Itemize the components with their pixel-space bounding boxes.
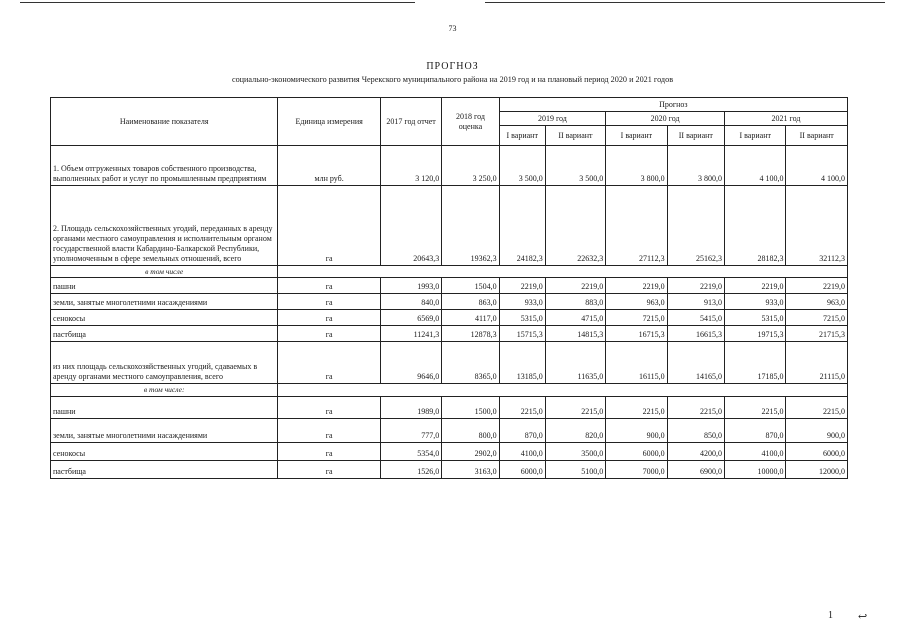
value-cell: 13185,0 <box>499 342 545 384</box>
table-row <box>51 186 848 266</box>
table-row <box>51 278 848 294</box>
indicator-name: пашни <box>51 396 278 418</box>
value-cell: 883,0 <box>545 294 605 310</box>
header-2019: 2019 год <box>499 112 606 126</box>
forecast-table <box>50 97 848 479</box>
subheading-row <box>51 384 848 396</box>
value-cell: 21115,0 <box>786 342 848 384</box>
value-cell: 11241,3 <box>380 326 441 342</box>
unit-cell: га <box>278 442 380 460</box>
indicator-name: 1. Объем отгруженных товаров собственного производства, выполненных работ и услуг по промышленным предприятиям <box>51 146 278 186</box>
document-title: ПРОГНОЗ <box>426 61 479 72</box>
value-cell: 4 100,0 <box>786 146 848 186</box>
unit-cell: га <box>278 278 380 294</box>
value-cell: 800,0 <box>442 418 499 442</box>
value-cell: 2219,0 <box>545 278 605 294</box>
value-cell: 5354,0 <box>380 442 441 460</box>
table-row <box>51 326 848 342</box>
subheading-row <box>51 266 848 278</box>
value-cell: 24182,3 <box>499 186 545 266</box>
value-cell: 12000,0 <box>786 460 848 478</box>
value-cell: 2219,0 <box>725 278 786 294</box>
value-cell: 1993,0 <box>380 278 441 294</box>
value-cell: 1504,0 <box>442 278 499 294</box>
header-2019-variant-1: I вариант <box>499 126 545 146</box>
value-cell: 10000,0 <box>725 460 786 478</box>
value-cell: 4100,0 <box>499 442 545 460</box>
value-cell: 820,0 <box>545 418 605 442</box>
indicator-name: сенокосы <box>51 310 278 326</box>
value-cell: 963,0 <box>786 294 848 310</box>
value-cell: 6000,0 <box>786 442 848 460</box>
value-cell: 8365,0 <box>442 342 499 384</box>
value-cell: 2215,0 <box>545 396 605 418</box>
pen-scribble-icon: ↩ <box>858 611 868 623</box>
value-cell: 2219,0 <box>667 278 724 294</box>
value-cell: 3 250,0 <box>442 146 499 186</box>
value-cell: 12878,3 <box>442 326 499 342</box>
value-cell: 2215,0 <box>499 396 545 418</box>
value-cell: 850,0 <box>667 418 724 442</box>
subheading-label: в том числе: <box>51 384 278 396</box>
value-cell: 21715,3 <box>786 326 848 342</box>
value-cell: 933,0 <box>725 294 786 310</box>
value-cell: 6900,0 <box>667 460 724 478</box>
value-cell: 19715,3 <box>725 326 786 342</box>
header-unit: Единица измерения <box>278 98 380 146</box>
indicator-name: пашни <box>51 278 278 294</box>
value-cell: 870,0 <box>499 418 545 442</box>
table-row <box>51 418 848 442</box>
value-cell: 963,0 <box>606 294 667 310</box>
table-row <box>51 396 848 418</box>
subheading-label: в том числе <box>51 266 278 278</box>
footer-mark: 1 <box>828 610 833 621</box>
table-row <box>51 342 848 384</box>
value-cell: 11635,0 <box>545 342 605 384</box>
value-cell: 3 500,0 <box>545 146 605 186</box>
value-cell: 15715,3 <box>499 326 545 342</box>
value-cell: 20643,3 <box>380 186 441 266</box>
value-cell: 2215,0 <box>667 396 724 418</box>
subheading-filler <box>278 384 848 396</box>
indicator-name: земли, занятые многолетними насаждениями <box>51 294 278 310</box>
unit-cell: га <box>278 310 380 326</box>
indicator-name: из них площадь сельскохозяйственных угодий, сдаваемых в аренду органами местного самоуправления, всего <box>51 342 278 384</box>
value-cell: 900,0 <box>606 418 667 442</box>
table-body <box>51 146 848 479</box>
value-cell: 5415,0 <box>667 310 724 326</box>
value-cell: 27112,3 <box>606 186 667 266</box>
value-cell: 22632,3 <box>545 186 605 266</box>
top-edge-line-left <box>20 2 415 3</box>
header-2017: 2017 год отчет <box>380 98 441 146</box>
value-cell: 2902,0 <box>442 442 499 460</box>
header-2021: 2021 год <box>725 112 848 126</box>
unit-cell: га <box>278 418 380 442</box>
value-cell: 900,0 <box>786 418 848 442</box>
unit-cell: га <box>278 342 380 384</box>
value-cell: 16715,3 <box>606 326 667 342</box>
value-cell: 25162,3 <box>667 186 724 266</box>
value-cell: 19362,3 <box>442 186 499 266</box>
value-cell: 2219,0 <box>499 278 545 294</box>
value-cell: 3 500,0 <box>499 146 545 186</box>
value-cell: 2215,0 <box>786 396 848 418</box>
value-cell: 3 800,0 <box>606 146 667 186</box>
value-cell: 14165,0 <box>667 342 724 384</box>
value-cell: 5315,0 <box>499 310 545 326</box>
value-cell: 5100,0 <box>545 460 605 478</box>
value-cell: 777,0 <box>380 418 441 442</box>
value-cell: 16615,3 <box>667 326 724 342</box>
value-cell: 14815,3 <box>545 326 605 342</box>
table-row <box>51 146 848 186</box>
value-cell: 1989,0 <box>380 396 441 418</box>
value-cell: 3 800,0 <box>667 146 724 186</box>
value-cell: 4117,0 <box>442 310 499 326</box>
header-2020: 2020 год <box>606 112 725 126</box>
value-cell: 3 120,0 <box>380 146 441 186</box>
value-cell: 2219,0 <box>606 278 667 294</box>
page-number: 73 <box>448 24 457 33</box>
value-cell: 1500,0 <box>442 396 499 418</box>
value-cell: 4 100,0 <box>725 146 786 186</box>
value-cell: 3500,0 <box>545 442 605 460</box>
value-cell: 4715,0 <box>545 310 605 326</box>
table-row <box>51 442 848 460</box>
table-row <box>51 460 848 478</box>
value-cell: 4100,0 <box>725 442 786 460</box>
header-forecast: Прогноз <box>499 98 847 112</box>
header-2021-variant-1: I вариант <box>725 126 786 146</box>
value-cell: 28182,3 <box>725 186 786 266</box>
unit-cell: млн руб. <box>278 146 380 186</box>
header-2019-variant-2: II вариант <box>545 126 605 146</box>
value-cell: 870,0 <box>725 418 786 442</box>
indicator-name: земли, занятые многолетними насаждениями <box>51 418 278 442</box>
value-cell: 32112,3 <box>786 186 848 266</box>
unit-cell: га <box>278 326 380 342</box>
value-cell: 933,0 <box>499 294 545 310</box>
value-cell: 3163,0 <box>442 460 499 478</box>
value-cell: 9646,0 <box>380 342 441 384</box>
value-cell: 16115,0 <box>606 342 667 384</box>
value-cell: 2215,0 <box>606 396 667 418</box>
value-cell: 7000,0 <box>606 460 667 478</box>
table-row <box>51 310 848 326</box>
unit-cell: га <box>278 186 380 266</box>
value-cell: 863,0 <box>442 294 499 310</box>
table-row <box>51 294 848 310</box>
value-cell: 7215,0 <box>786 310 848 326</box>
unit-cell: га <box>278 294 380 310</box>
value-cell: 913,0 <box>667 294 724 310</box>
value-cell: 17185,0 <box>725 342 786 384</box>
header-2018: 2018 год оценка <box>442 98 499 146</box>
document-subtitle: социально-экономического развития Черекского муниципального района на 2019 год и на плановый период 2020 и 2021 годов <box>231 75 674 84</box>
indicator-name: пастбища <box>51 326 278 342</box>
header-2020-variant-1: I вариант <box>606 126 667 146</box>
subheading-filler <box>278 266 848 278</box>
value-cell: 2219,0 <box>786 278 848 294</box>
value-cell: 6000,0 <box>499 460 545 478</box>
top-edge-line-right <box>485 2 885 3</box>
value-cell: 6569,0 <box>380 310 441 326</box>
indicator-name: сенокосы <box>51 442 278 460</box>
indicator-name: 2. Площадь сельскохозяйственных угодий, переданных в аренду органами местного самоуправления и исполнительным органом государственной власти Кабардино-Балкарской Республики, уполномоченным в сфере земельных отношений, всего <box>51 186 278 266</box>
value-cell: 840,0 <box>380 294 441 310</box>
value-cell: 1526,0 <box>380 460 441 478</box>
value-cell: 6000,0 <box>606 442 667 460</box>
value-cell: 7215,0 <box>606 310 667 326</box>
unit-cell: га <box>278 396 380 418</box>
value-cell: 5315,0 <box>725 310 786 326</box>
header-name: Наименование показателя <box>51 98 278 146</box>
value-cell: 2215,0 <box>725 396 786 418</box>
value-cell: 4200,0 <box>667 442 724 460</box>
unit-cell: га <box>278 460 380 478</box>
indicator-name: пастбища <box>51 460 278 478</box>
header-2020-variant-2: II вариант <box>667 126 724 146</box>
header-2021-variant-2: II вариант <box>786 126 848 146</box>
